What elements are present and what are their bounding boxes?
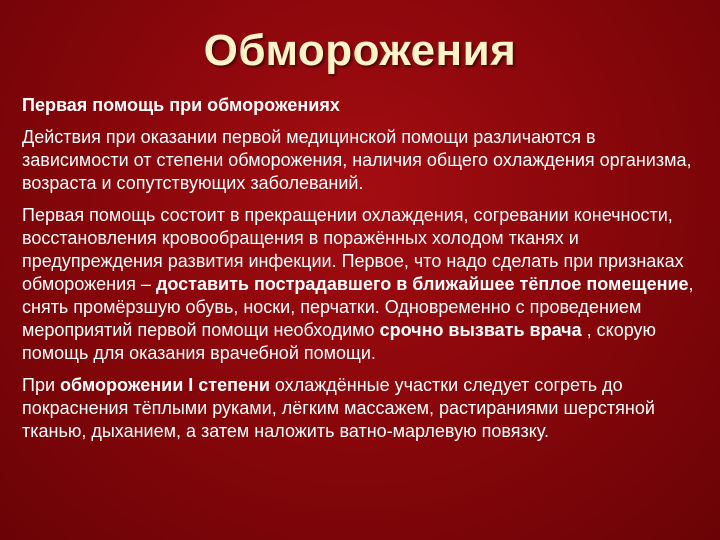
paragraph-2-text-3: , скорую помощь для оказания врачебной помощи.	[22, 320, 657, 363]
paragraph-1: Действия при оказании первой медицинской помощи различаются в зависимости от степени обморожения, наличия общего охлаждения организма, возраста и сопутствующих заболеваний.	[22, 127, 692, 193]
slide-title: Обморожения	[203, 26, 517, 75]
paragraph-3-text-1: При	[22, 375, 61, 395]
paragraph-2-text-1: Первая помощь состоит в прекращении охлаждения, согревании конечности, восстановления кровообращения в поражённых холодом тканях и предупреждения развития инфекции. Первое, что надо сделать при признаках обморожения –	[22, 205, 684, 294]
paragraph-3	[22, 374, 702, 443]
slide-content	[22, 94, 702, 452]
paragraph-2-bold-2: срочно вызвать врача	[379, 320, 582, 340]
paragraph-3-bold-1: обморожении I степени	[60, 375, 270, 395]
slide-subtitle: Первая помощь при обморожениях	[22, 95, 340, 115]
paragraph-2-bold-1: доставить пострадавшего в ближайшее тёплое помещение	[155, 274, 689, 294]
paragraph-2-text-2: , снять промёрзшую обувь, носки, перчатки. Одновременно с проведением мероприятий первой помощи необходимо	[22, 274, 694, 340]
paragraph-2	[22, 204, 702, 365]
paragraph-3-text-2: охлаждённые участки следует согреть до покраснения тёплыми руками, лёгким массажем, растираниями шерстяной тканью, дыханием, а затем наложить ватно-марлевую повязку.	[22, 375, 655, 441]
